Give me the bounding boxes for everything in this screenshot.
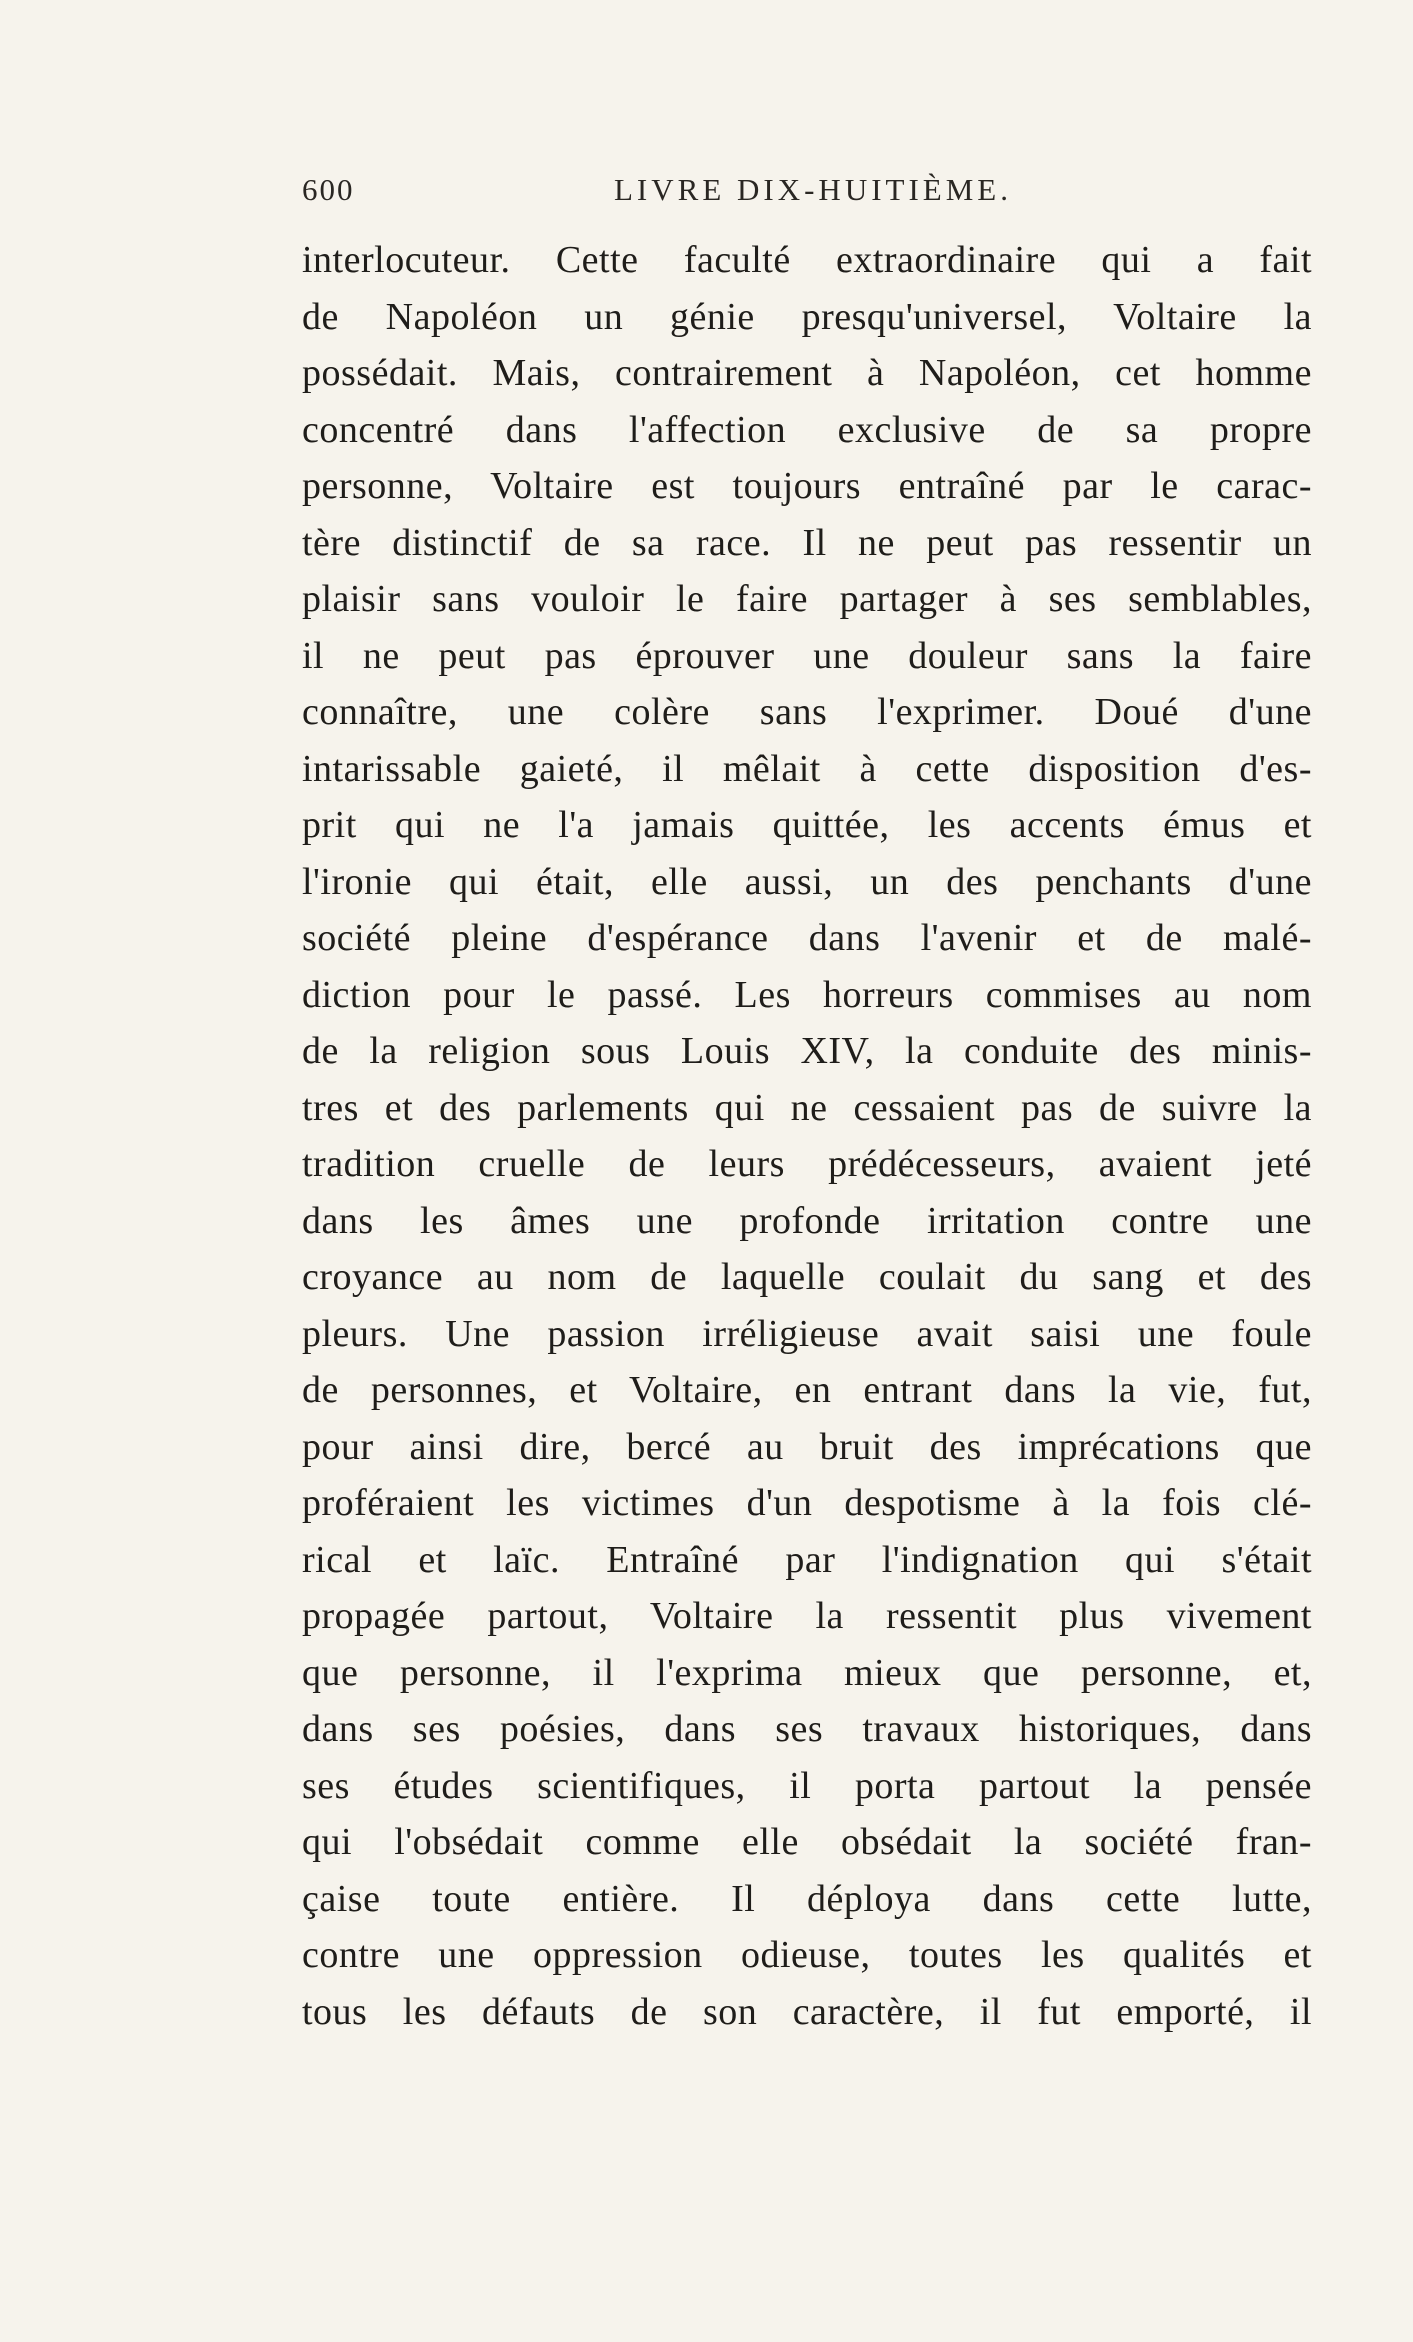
page-number: 600 xyxy=(302,172,355,207)
text-line: plaisir sans vouloir le faire partager à ses semblables, xyxy=(302,578,1312,620)
text-line: il ne peut pas éprouver une douleur sans la faire xyxy=(302,634,1312,677)
text-line: concentré dans l'affection exclusive de sa propre xyxy=(302,408,1312,451)
text-line: personne, Voltaire est toujours entraîné par le carac- xyxy=(302,465,1312,507)
text-line: interlocuteur. Cette faculté extraordinaire qui a fait xyxy=(302,239,1312,281)
text-line: tradition cruelle de leurs prédécesseurs, avaient jeté xyxy=(302,1143,1312,1185)
running-title: LIVRE DIX-HUITIÈME. xyxy=(614,172,1012,207)
text-line: possédait. Mais, contrairement à Napoléon, cet homme xyxy=(302,352,1312,394)
text-line: tère distinctif de sa race. Il ne peut pas ressentir un xyxy=(302,521,1312,564)
text-line: dans les âmes une profonde irritation contre une xyxy=(302,1199,1312,1242)
text-line: ses études scientifiques, il porta partout la pensée xyxy=(302,1764,1312,1807)
text-line: pour ainsi dire, bercé au bruit des imprécations que xyxy=(302,1425,1312,1468)
text-line: dans ses poésies, dans ses travaux historiques, dans xyxy=(302,1708,1312,1750)
text-line: proféraient les victimes d'un despotisme à la fois clé- xyxy=(302,1482,1312,1524)
text-line: tres et des parlements qui ne cessaient pas de suivre la xyxy=(302,1086,1312,1129)
body-text xyxy=(302,232,1312,2040)
text-line: de la religion sous Louis XIV, la conduite des minis- xyxy=(302,1030,1312,1072)
text-line: croyance au nom de laquelle coulait du sang et des xyxy=(302,1256,1312,1298)
text-line: de personnes, et Voltaire, en entrant dans la vie, fut, xyxy=(302,1369,1312,1411)
text-line: tous les défauts de son caractère, il fut emporté, il xyxy=(302,1990,1312,2033)
text-line: propagée partout, Voltaire la ressentit plus vivement xyxy=(302,1595,1312,1637)
text-line: pleurs. Une passion irréligieuse avait saisi une foule xyxy=(302,1312,1312,1355)
text-line: que personne, il l'exprima mieux que personne, et, xyxy=(302,1651,1312,1694)
text-line: intarissable gaieté, il mêlait à cette disposition d'es- xyxy=(302,747,1312,790)
text-line: qui l'obsédait comme elle obsédait la société fran- xyxy=(302,1821,1312,1863)
text-line: rical et laïc. Entraîné par l'indignation qui s'était xyxy=(302,1538,1312,1581)
page-header xyxy=(302,172,1312,212)
text-line: çaise toute entière. Il déploya dans cette lutte, xyxy=(302,1877,1312,1920)
text-line: prit qui ne l'a jamais quittée, les accents émus et xyxy=(302,804,1312,846)
text-line: diction pour le passé. Les horreurs commises au nom xyxy=(302,973,1312,1016)
text-line: contre une oppression odieuse, toutes les qualités et xyxy=(302,1934,1312,1976)
text-line: de Napoléon un génie presqu'universel, Voltaire la xyxy=(302,295,1312,338)
text-line: société pleine d'espérance dans l'avenir et de malé- xyxy=(302,917,1312,959)
text-line: connaître, une colère sans l'exprimer. Doué d'une xyxy=(302,691,1312,733)
text-line: l'ironie qui était, elle aussi, un des penchants d'une xyxy=(302,860,1312,903)
